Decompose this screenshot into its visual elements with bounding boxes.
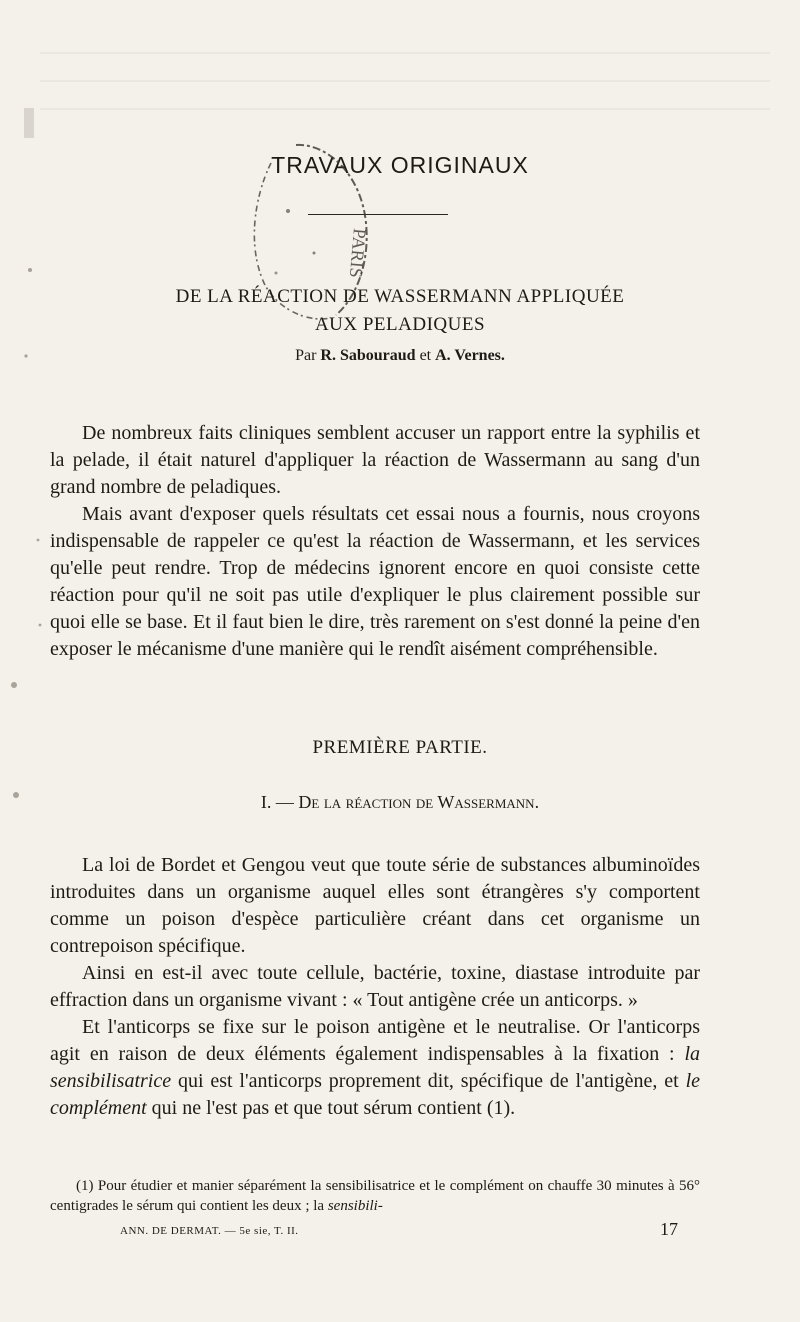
journal-reference: ANN. DE DERMAT. — 5e sie, T. II. — [120, 1225, 299, 1237]
main-paragraph-1: La loi de Bordet et Gengou veut que toute série de substances albuminoïdes introduites dans un organisme auquel elles sont étrangères s'y comportent comme un poison d'espèce particulière créant dans cet organisme un contrepoison spécifique. — [50, 854, 700, 957]
footnote-italic: sensibili- — [327, 1198, 383, 1214]
bleed-through-text — [40, 52, 770, 136]
authors-conj: et — [419, 347, 432, 364]
main-text — [50, 852, 700, 1122]
author-2: A. Vernes. — [435, 347, 505, 364]
p3-text-a: Et l'anticorps se fixe sur le poison antigène et le neutralise. Or l'anticorps agit en raison de deux éléments également indispensables à la fixation : — [50, 1016, 700, 1065]
intro-text — [50, 420, 700, 663]
p3-text-e: qui ne l'est pas et que tout sérum contient (1). — [146, 1097, 516, 1119]
page-number: 17 — [660, 1219, 678, 1239]
chapter-title: I. — De la réaction de Wassermann. — [260, 792, 540, 812]
article-title-line1: DE LA RÉACTION DE WASSERMANN APPLIQUÉE — [175, 286, 625, 307]
footnote — [50, 1176, 700, 1216]
author-line — [0, 347, 800, 365]
p3-text-c: qui est l'anticorps proprement dit, spécifique de l'antigène, et — [171, 1070, 686, 1092]
term-sensibilisatrice: la sensibilisatrice — [50, 1043, 700, 1092]
section-heading: TRAVAUX ORIGINAUX — [271, 152, 529, 178]
main-paragraph-3 — [50, 1014, 700, 1122]
intro-paragraph-1: De nombreux faits cliniques semblent accuser un rapport entre la syphilis et la pelade, il était naturel d'appliquer la réaction de Wassermann au sang d'un grand nombre de peladiques. — [50, 422, 700, 498]
authors-prefix: Par — [295, 347, 317, 364]
article-title-line2: AUX PELADIQUES — [314, 314, 486, 335]
footnote-text: (1) Pour étudier et manier séparément la sensibilisatrice et le complément on chauffe 30 minutes à 56° centigrades le sérum qui contient les deux ; la — [50, 1178, 700, 1214]
term-complement: le complément — [50, 1070, 700, 1119]
part-title: PREMIÈRE PARTIE. — [312, 737, 488, 758]
author-1: R. Sabouraud — [320, 347, 416, 364]
main-paragraph-2: Ainsi en est-il avec toute cellule, bactérie, toxine, diastase introduite par effraction dans un organisme vivant : « Tout antigène crée un anticorps. » — [50, 962, 700, 1011]
intro-paragraph-2: Mais avant d'exposer quels résultats cet essai nous a fournis, nous croyons indispensable de rappeler ce qu'est la réaction de Wassermann, et les services qu'elle peut rendre. Trop de médecins ignorent encore en quoi consiste cette réaction pour qu'il ne soit pas utile d'expliquer le plus clairement possible sur quoi elle se base. Et il faut bien le dire, très rarement on s'est donné la peine d'en exposer le mécanisme d'une manière qui le rendît aisément compréhensible. — [50, 503, 700, 660]
stamp-text: PARIS — [345, 227, 370, 279]
library-stamp — [236, 133, 386, 343]
